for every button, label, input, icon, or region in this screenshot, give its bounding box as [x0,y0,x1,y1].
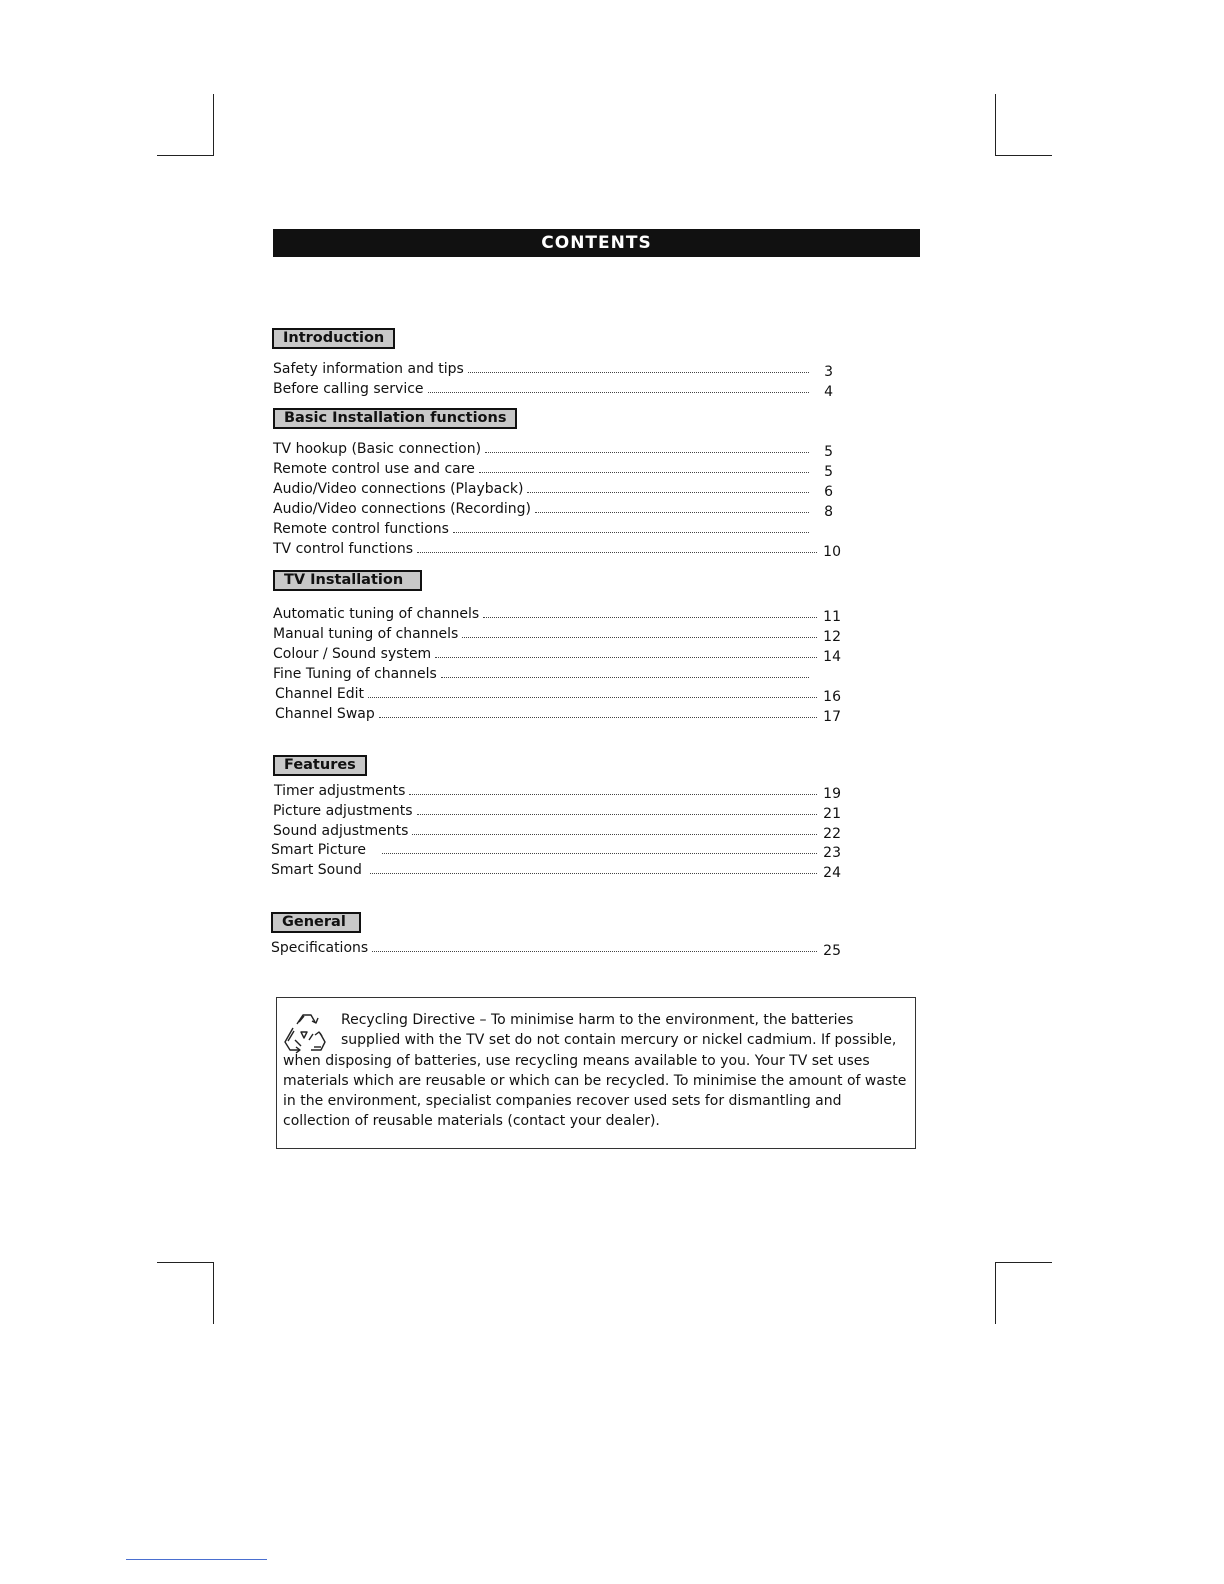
dot-leader [435,657,817,658]
toc-entry-manual-tuning[interactable] [273,623,841,643]
toc-entry-page: 24 [823,865,841,881]
dot-leader [428,392,809,393]
dot-leader [368,697,817,698]
toc-entry-title: Picture adjustments [273,803,413,819]
dot-leader [468,372,809,373]
toc-entry-title: Sound adjustments [273,823,409,839]
toc-entry-page: 5 [824,464,833,480]
toc-entry-page: 14 [823,649,841,665]
crop-mark-top-right-horizontal [996,155,1052,156]
toc-entry-remote-control-functions[interactable] [273,518,833,538]
dot-leader [462,637,817,638]
toc-entry-page: 17 [823,709,841,725]
toc-entry-channel-swap[interactable] [275,703,841,723]
recycling-notice [276,997,916,1149]
dot-leader [372,951,817,952]
section-label-introduction: Introduction [272,328,395,349]
toc-entry-page: 8 [824,504,833,520]
toc-entry-tv-control-functions[interactable] [273,538,841,558]
toc-entry-title: Smart Sound [271,862,362,878]
dot-leader [479,472,809,473]
toc-entry-page: 25 [823,943,841,959]
toc-entry-title: Remote control functions [273,521,449,537]
toc-entry-page: 3 [824,364,833,380]
toc-entry-title: Audio/Video connections (Playback) [273,481,524,497]
toc-entry-before-calling-service[interactable] [273,378,833,398]
toc-entry-title: Fine Tuning of channels [273,666,437,682]
toc-entry-page: 10 [823,544,841,560]
toc-entry-picture-adjustments[interactable] [273,800,841,820]
toc-entry-smart-sound[interactable] [271,859,841,879]
toc-entry-safety-information[interactable] [273,358,833,378]
toc-entry-title: TV control functions [273,541,414,557]
toc-entry-remote-control-use[interactable] [273,458,833,478]
dot-leader [412,834,817,835]
toc-entry-page: 4 [824,384,833,400]
toc-entry-page: 16 [823,689,841,705]
crop-mark-top-left-horizontal [157,155,213,156]
toc-entry-colour-sound-system[interactable] [273,643,841,663]
toc-entry-title: Audio/Video connections (Recording) [273,501,532,517]
section-label-features: Features [273,755,367,776]
section-label-basic-installation: Basic Installation functions [273,408,517,429]
toc-entry-page: 23 [823,845,841,861]
toc-entry-sound-adjustments[interactable] [273,820,841,840]
dot-leader [441,677,809,678]
crop-mark-bottom-left-horizontal [157,1262,213,1263]
crop-mark-bottom-right-vertical [995,1262,996,1324]
toc-entry-title: Safety information and tips [273,361,464,377]
crop-mark-bottom-right-horizontal [996,1262,1052,1263]
toc-entry-title: Manual tuning of channels [273,626,459,642]
dot-leader [483,617,817,618]
toc-entry-title: Smart Picture [271,842,366,858]
toc-entry-av-playback[interactable] [273,478,833,498]
toc-entry-tv-hookup[interactable] [273,438,833,458]
toc-entry-channel-edit[interactable] [275,683,841,703]
dot-leader [417,552,817,553]
crop-mark-bottom-left-vertical [213,1262,214,1324]
toc-entry-page: 11 [823,609,841,625]
page-title: CONTENTS [273,229,920,257]
section-label-tv-installation: TV Installation [273,570,422,591]
recycling-directive-text: Recycling Directive – To minimise harm to the environment, the batteries supplied with the TV set do not contain mercury or nickel cadmium. If possible, when disposing of batteries, use recycling means available to you. Your TV set uses materials which are reusable or which can be recycled. To minimise the amount of waste in the environment, specialist companies recover used sets for dismantling and collection of reusable materials (contact your dealer). [283,1012,907,1130]
toc-entry-title: Before calling service [273,381,424,397]
dot-leader [417,814,817,815]
toc-entry-title: Specifications [271,940,369,956]
toc-entry-page: 12 [823,629,841,645]
toc-entry-page: 21 [823,806,841,822]
crop-mark-top-left-vertical [213,94,214,156]
toc-entry-title: Automatic tuning of channels [273,606,480,622]
toc-entry-automatic-tuning[interactable] [273,603,841,623]
toc-entry-page: 19 [823,786,841,802]
toc-entry-title: Channel Swap [275,706,375,722]
section-label-general: General [271,912,361,933]
toc-entry-av-recording[interactable] [273,498,833,518]
toc-entry-smart-picture[interactable] [271,839,841,859]
toc-entry-specifications[interactable] [271,937,841,957]
toc-entry-title: Timer adjustments [274,783,406,799]
toc-entry-timer-adjustments[interactable] [274,780,841,800]
dot-leader [453,532,809,533]
dot-leader [535,512,809,513]
dot-leader [409,794,817,795]
crop-mark-top-right-vertical [995,94,996,156]
toc-entry-title: Remote control use and care [273,461,475,477]
toc-entry-page: 6 [824,484,833,500]
toc-entry-fine-tuning[interactable] [273,663,833,683]
dot-leader [485,452,809,453]
toc-entry-page: 5 [824,444,833,460]
toc-entry-title: Channel Edit [275,686,365,702]
toc-entry-title: Colour / Sound system [273,646,432,662]
dot-leader [379,717,817,718]
dot-leader [382,853,817,854]
dot-leader [527,492,809,493]
toc-entry-title: TV hookup (Basic connection) [273,441,482,457]
toc-entry-page: 22 [823,826,841,842]
dot-leader [370,873,817,874]
bottom-underline [126,1559,267,1560]
